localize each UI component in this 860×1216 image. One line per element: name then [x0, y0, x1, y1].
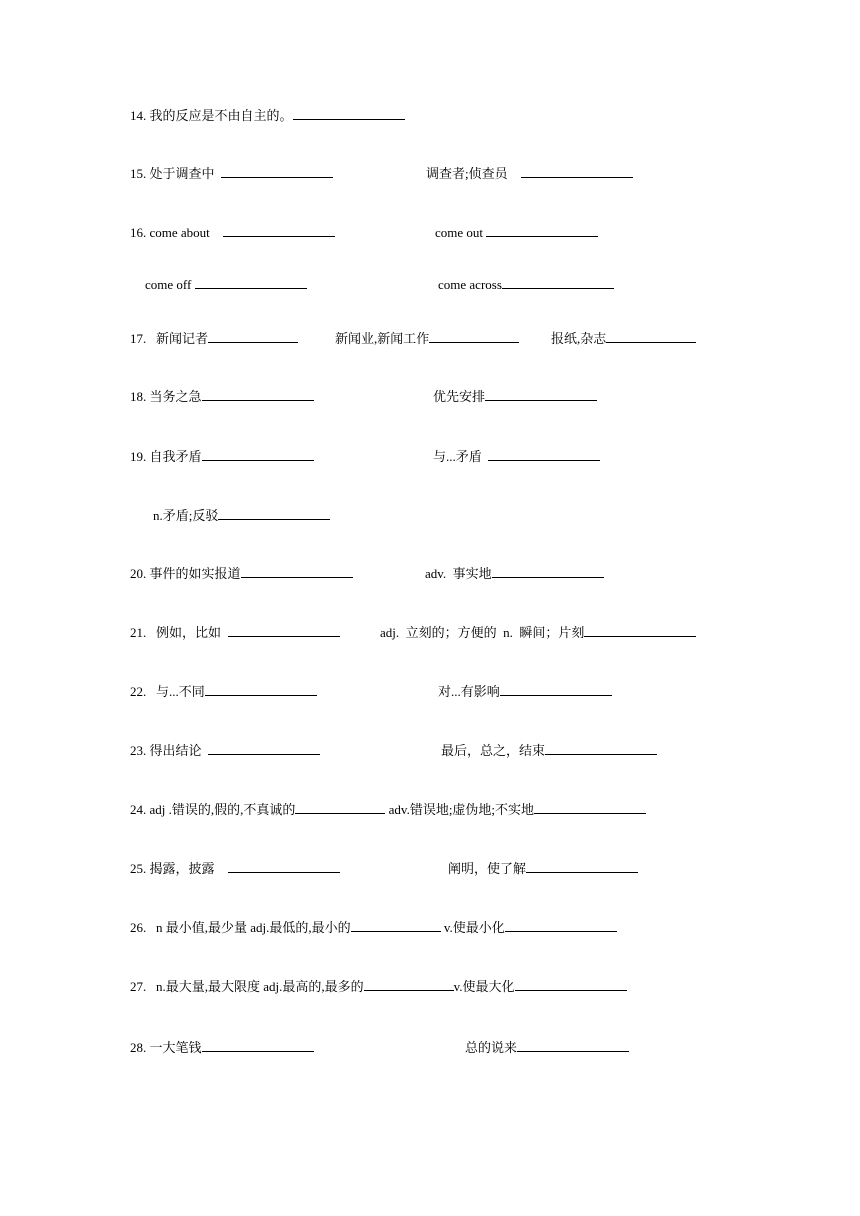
item-25-text-a: 25. 揭露，披露	[130, 861, 215, 876]
answer-blank[interactable]	[218, 507, 330, 520]
answer-blank[interactable]	[429, 330, 519, 343]
item-16a-text-b: come out	[435, 225, 487, 240]
item-20-text-a: 20. 事件的如实报道	[130, 566, 241, 581]
item-16a-text-a: 16. come about	[130, 225, 210, 240]
item-19a-right	[433, 448, 600, 465]
item-24-text-b: adv.错误地;虚伪地;不实地	[385, 802, 535, 817]
item-16a-left	[130, 224, 335, 241]
answer-blank[interactable]	[202, 388, 314, 401]
item-16b-right	[438, 276, 614, 293]
answer-blank[interactable]	[221, 165, 333, 178]
item-18-text-a: 18. 当务之急	[130, 389, 202, 404]
item-23-left	[130, 742, 320, 759]
item-26	[130, 919, 617, 936]
answer-blank[interactable]	[526, 860, 638, 873]
item-25-right	[448, 860, 638, 877]
item-17-text-b: 新闻业,新闻工作	[335, 331, 430, 346]
item-17-b	[335, 330, 519, 347]
answer-blank[interactable]	[606, 330, 696, 343]
item-25-left	[130, 860, 340, 877]
item-21-text-b: adj. 立刻的；方便的 n. 瞬间；片刻	[380, 625, 585, 640]
answer-blank[interactable]	[202, 448, 314, 461]
answer-blank[interactable]	[205, 683, 317, 696]
answer-blank[interactable]	[223, 224, 335, 237]
item-28-text-a: 28. 一大笔钱	[130, 1040, 202, 1055]
item-22-text-a: 22. 与...不同	[130, 684, 205, 699]
answer-blank[interactable]	[521, 165, 633, 178]
item-24	[130, 801, 646, 818]
answer-blank[interactable]	[351, 919, 441, 932]
item-18-right	[433, 388, 597, 405]
item-20-text-b: adv. 事实地	[425, 566, 492, 581]
item-19a-text-a: 19. 自我矛盾	[130, 449, 202, 464]
answer-blank[interactable]	[492, 565, 604, 578]
answer-blank[interactable]	[295, 801, 385, 814]
answer-blank[interactable]	[208, 742, 320, 755]
item-19b-text: n.矛盾;反驳	[153, 508, 219, 523]
item-20-right	[425, 565, 604, 582]
item-17-text-a: 17. 新闻记者	[130, 331, 209, 346]
item-19a-left	[130, 448, 314, 465]
item-26-text-b: v.使最小化	[440, 920, 505, 935]
answer-blank[interactable]	[485, 388, 597, 401]
answer-blank[interactable]	[545, 742, 657, 755]
answer-blank[interactable]	[500, 683, 612, 696]
answer-blank[interactable]	[293, 107, 405, 120]
item-17-a	[130, 330, 298, 347]
answer-blank[interactable]	[202, 1039, 314, 1052]
item-16a-right	[435, 224, 598, 241]
answer-blank[interactable]	[505, 919, 617, 932]
answer-blank[interactable]	[534, 801, 646, 814]
item-21-text-a: 21. 例如，比如	[130, 625, 222, 640]
item-26-text-a: 26. n 最小值,最少量 adj.最低的,最小的	[130, 920, 351, 935]
item-17-c	[551, 330, 696, 347]
answer-blank[interactable]	[228, 860, 340, 873]
item-15-text-b: 调查者;侦查员	[426, 166, 508, 181]
answer-blank[interactable]	[241, 565, 353, 578]
answer-blank[interactable]	[517, 1039, 629, 1052]
item-19a-text-b: 与...矛盾	[433, 449, 482, 464]
item-14	[130, 107, 405, 124]
answer-blank[interactable]	[488, 448, 600, 461]
item-25-text-b: 阐明，使了解	[448, 861, 527, 876]
item-23-text-b: 最后，总之，结束	[441, 743, 546, 758]
item-24-text-a: 24. adj .错误的,假的,不真诚的	[130, 802, 296, 817]
item-15-text-a: 15. 处于调查中	[130, 166, 215, 181]
answer-blank[interactable]	[486, 224, 598, 237]
item-23-right	[441, 742, 657, 759]
item-22-right	[438, 683, 612, 700]
answer-blank[interactable]	[502, 276, 614, 289]
item-16b-left	[145, 276, 307, 293]
answer-blank[interactable]	[515, 978, 627, 991]
item-22-text-b: 对...有影响	[438, 684, 500, 699]
item-18-text-b: 优先安排	[433, 389, 486, 404]
answer-blank[interactable]	[364, 978, 454, 991]
item-27	[130, 978, 627, 995]
item-18-left	[130, 388, 314, 405]
item-14-text: 14. 我的反应是不由自主的。	[130, 108, 293, 123]
item-28-left	[130, 1039, 314, 1056]
item-28-text-b: 总的说来	[465, 1040, 518, 1055]
item-22-left	[130, 683, 317, 700]
item-15-left	[130, 165, 333, 182]
item-21-right	[380, 624, 696, 641]
answer-blank[interactable]	[228, 624, 340, 637]
item-21-left	[130, 624, 340, 641]
answer-blank[interactable]	[584, 624, 696, 637]
item-27-text-a: 27. n.最大量,最大限度 adj.最高的,最多的	[130, 979, 364, 994]
item-23-text-a: 23. 得出结论	[130, 743, 202, 758]
item-16b-text-a: come off	[145, 277, 195, 292]
item-17-text-c: 报纸,杂志	[551, 331, 607, 346]
answer-blank[interactable]	[195, 276, 307, 289]
item-20-left	[130, 565, 353, 582]
item-19b	[153, 507, 330, 524]
item-27-text-b: v.使最大化	[453, 979, 515, 994]
item-16b-text-b: come across	[438, 277, 502, 292]
answer-blank[interactable]	[208, 330, 298, 343]
item-28-right	[465, 1039, 629, 1056]
item-15-right	[426, 165, 633, 182]
